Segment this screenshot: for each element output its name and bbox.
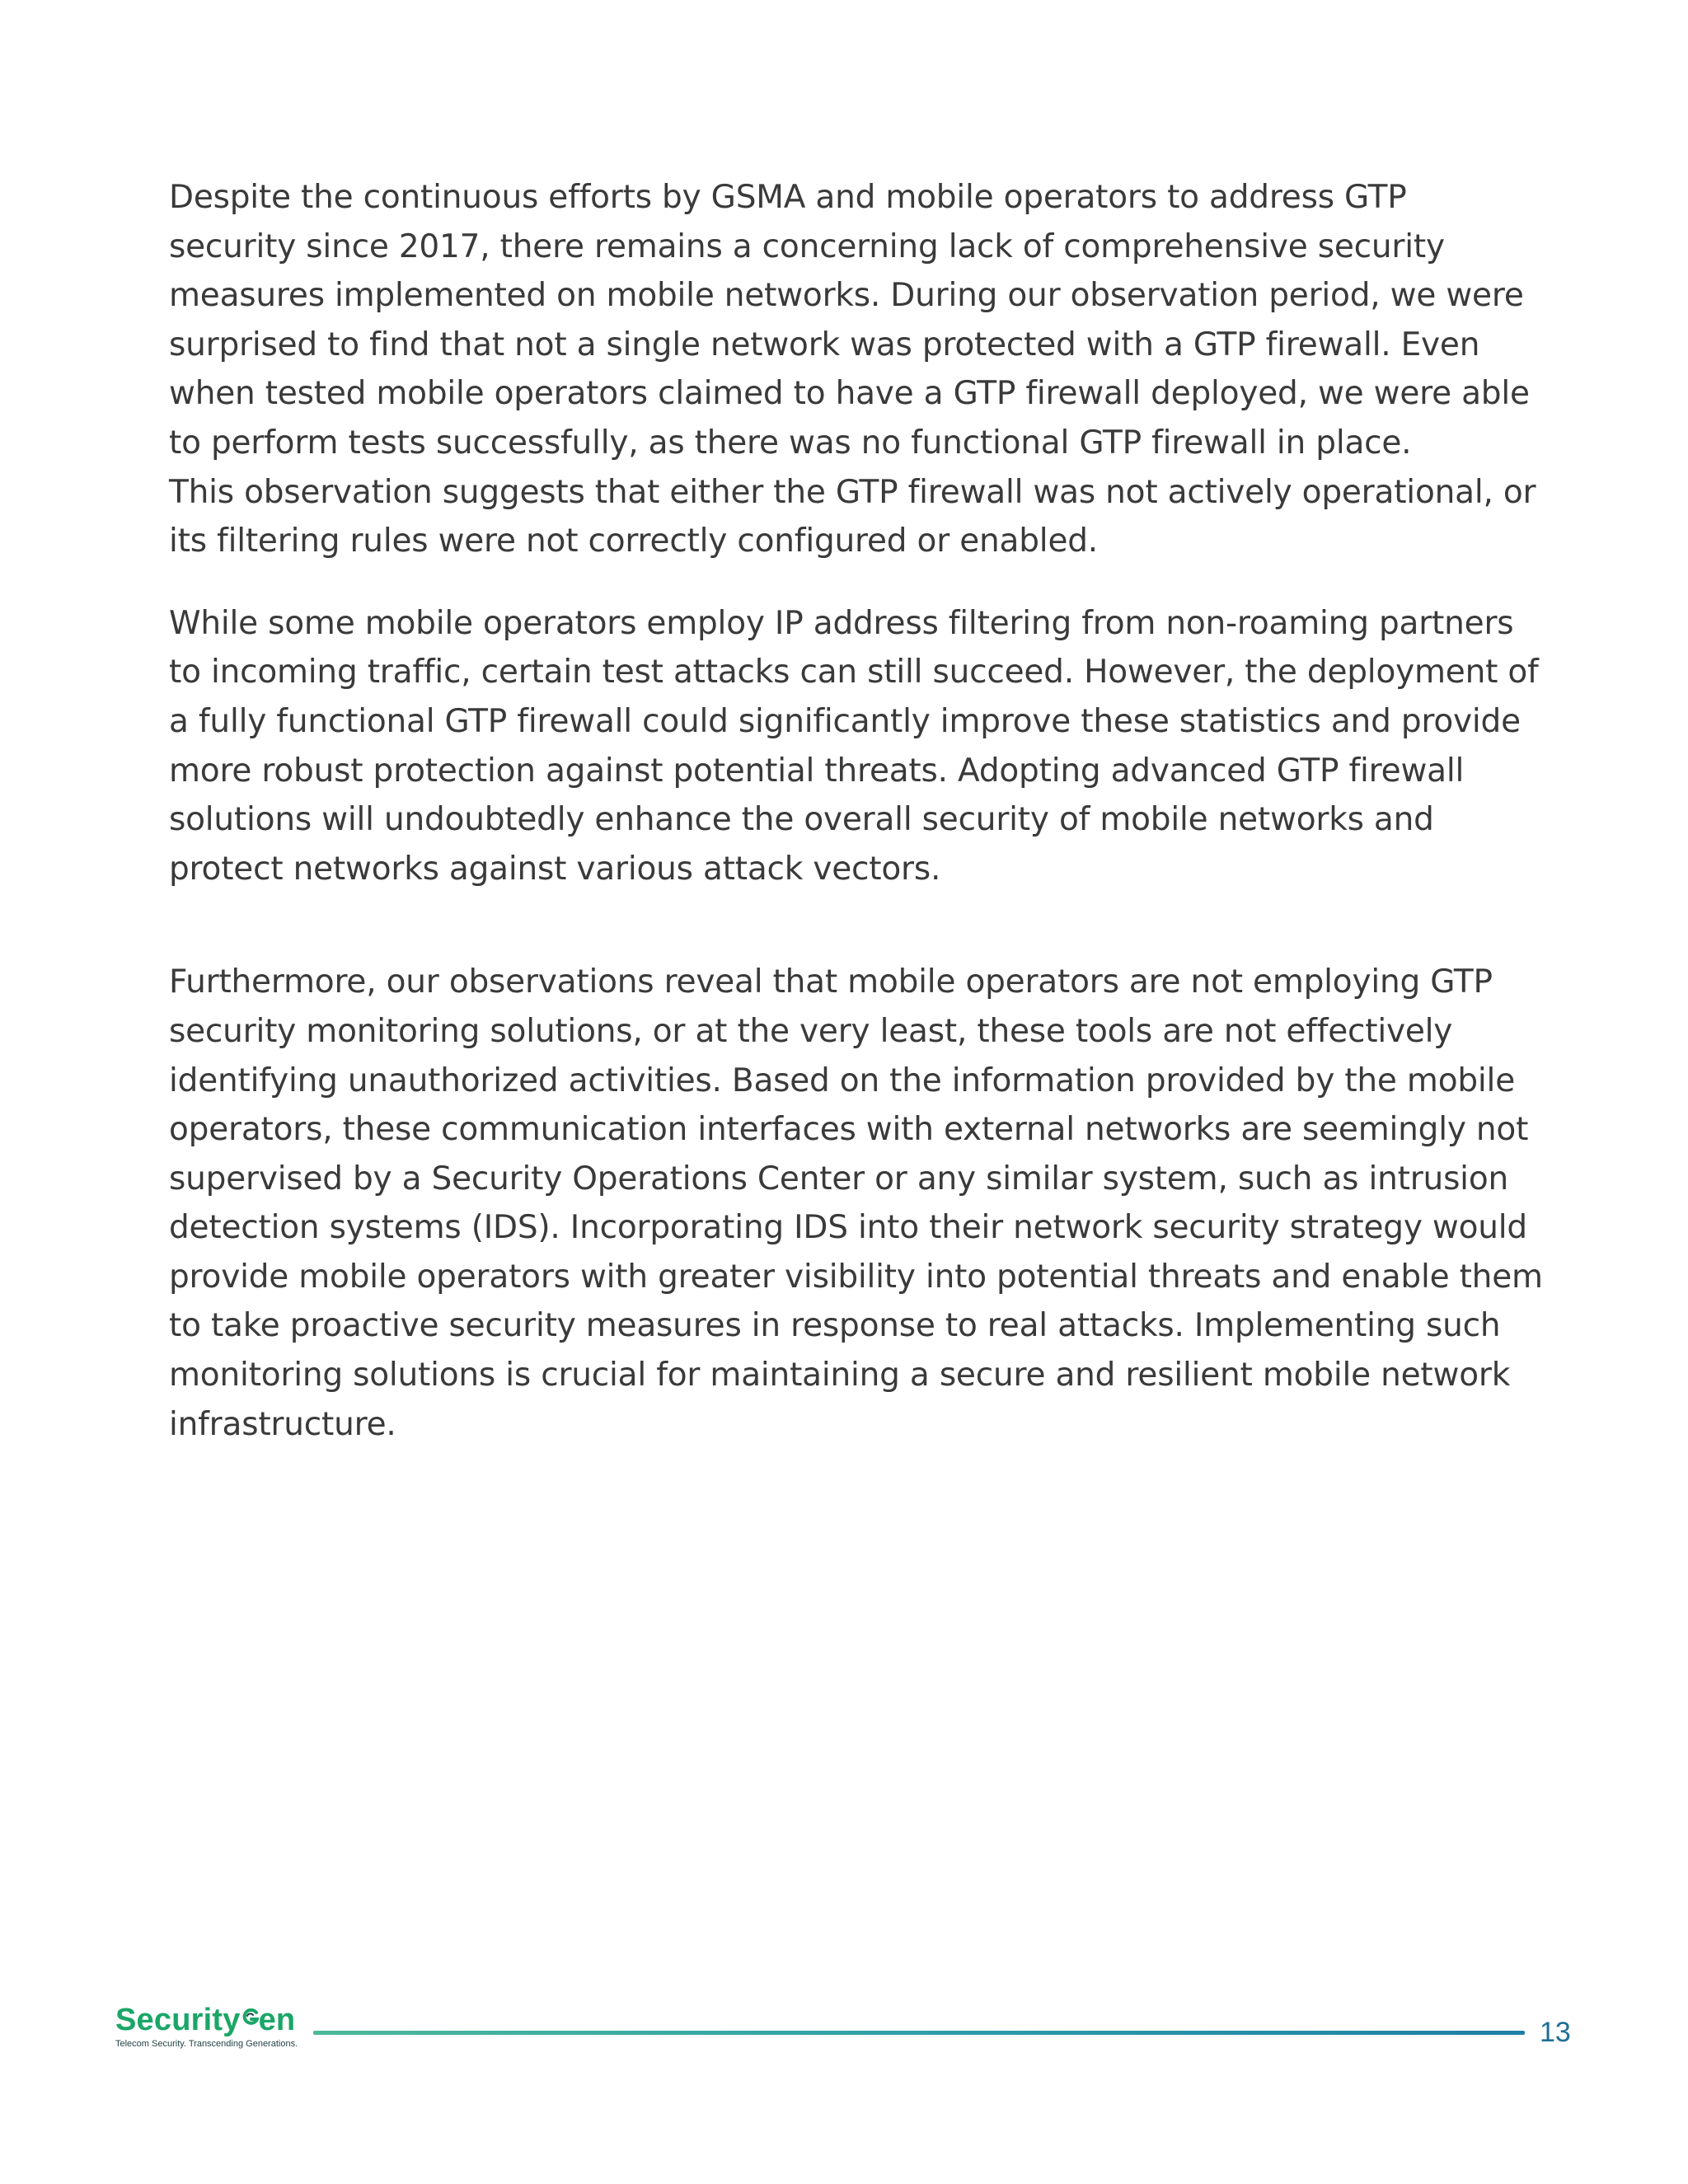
logo-text-en: en: [258, 2003, 296, 2037]
text-line: security monitoring solutions, or at the very least, these tools are not effectively: [169, 1012, 1453, 1050]
logo-g-mark-icon: [242, 2008, 259, 2027]
text-line: identifying unauthorized activities. Based on the information provided by the mobile: [169, 1062, 1515, 1099]
text-line: provide mobile operators with greater visibility into potential threats and enable them: [169, 1258, 1543, 1296]
text-line: detection systems (IDS). Incorporating IDS into their network security strategy would: [169, 1209, 1527, 1247]
text-line: solutions will undoubtedly enhance the overall security of mobile networks and: [169, 801, 1434, 839]
main-content: [169, 173, 1570, 1449]
text-line: to perform tests successfully, as there was no functional GTP firewall in place.: [169, 424, 1412, 462]
securitygen-logo: [115, 2004, 298, 2050]
text-line: Despite the continuous efforts by GSMA and mobile operators to address GTP: [169, 179, 1407, 216]
text-line: supervised by a Security Operations Center or any similar system, such as intrusion: [169, 1160, 1508, 1197]
text-line: a fully functional GTP firewall could significantly improve these statistics and provide: [169, 702, 1521, 740]
text-line: measures implemented on mobile networks. During our observation period, we were: [169, 277, 1524, 315]
paragraph-2: [169, 599, 1570, 894]
logo-tagline: Telecom Security. Transcending Generations.: [115, 2039, 298, 2049]
text-line: infrastructure.: [169, 1405, 396, 1443]
text-line: when tested mobile operators claimed to have a GTP firewall deployed, we were able: [169, 375, 1530, 413]
paragraph-1: [169, 173, 1570, 566]
text-line: its filtering rules were not correctly configured or enabled.: [169, 523, 1098, 560]
text-line: more robust protection against potential threats. Adopting advanced GTP firewall: [169, 752, 1465, 790]
logo-text-security: Security: [115, 2003, 241, 2037]
text-line: This observation suggests that either the GTP firewall was not actively operational, or: [169, 473, 1536, 511]
page-number: 13: [1540, 2017, 1571, 2048]
text-line: operators, these communication interfaces with external networks are seemingly not: [169, 1111, 1529, 1149]
text-line: to take proactive security measures in response to real attacks. Implementing such: [169, 1307, 1501, 1345]
logo-wordmark: [115, 2004, 298, 2036]
text-line: Furthermore, our observations reveal that mobile operators are not employing GTP: [169, 963, 1493, 1001]
text-line: security since 2017, there remains a concerning lack of comprehensive security: [169, 227, 1445, 265]
text-line: to incoming traffic, certain test attacks can still succeed. However, the deployment of: [169, 654, 1539, 691]
text-line: monitoring solutions is crucial for maintaining a secure and resilient mobile network: [169, 1357, 1511, 1394]
text-line: surprised to find that not a single network was protected with a GTP firewall. Even: [169, 326, 1480, 363]
text-line: protect networks against various attack vectors.: [169, 850, 941, 888]
page-footer: [0, 1994, 1688, 2077]
text-line: While some mobile operators employ IP address filtering from non-roaming partners: [169, 604, 1514, 642]
footer-divider: [313, 2031, 1525, 2035]
paragraph-3: [169, 958, 1570, 1449]
